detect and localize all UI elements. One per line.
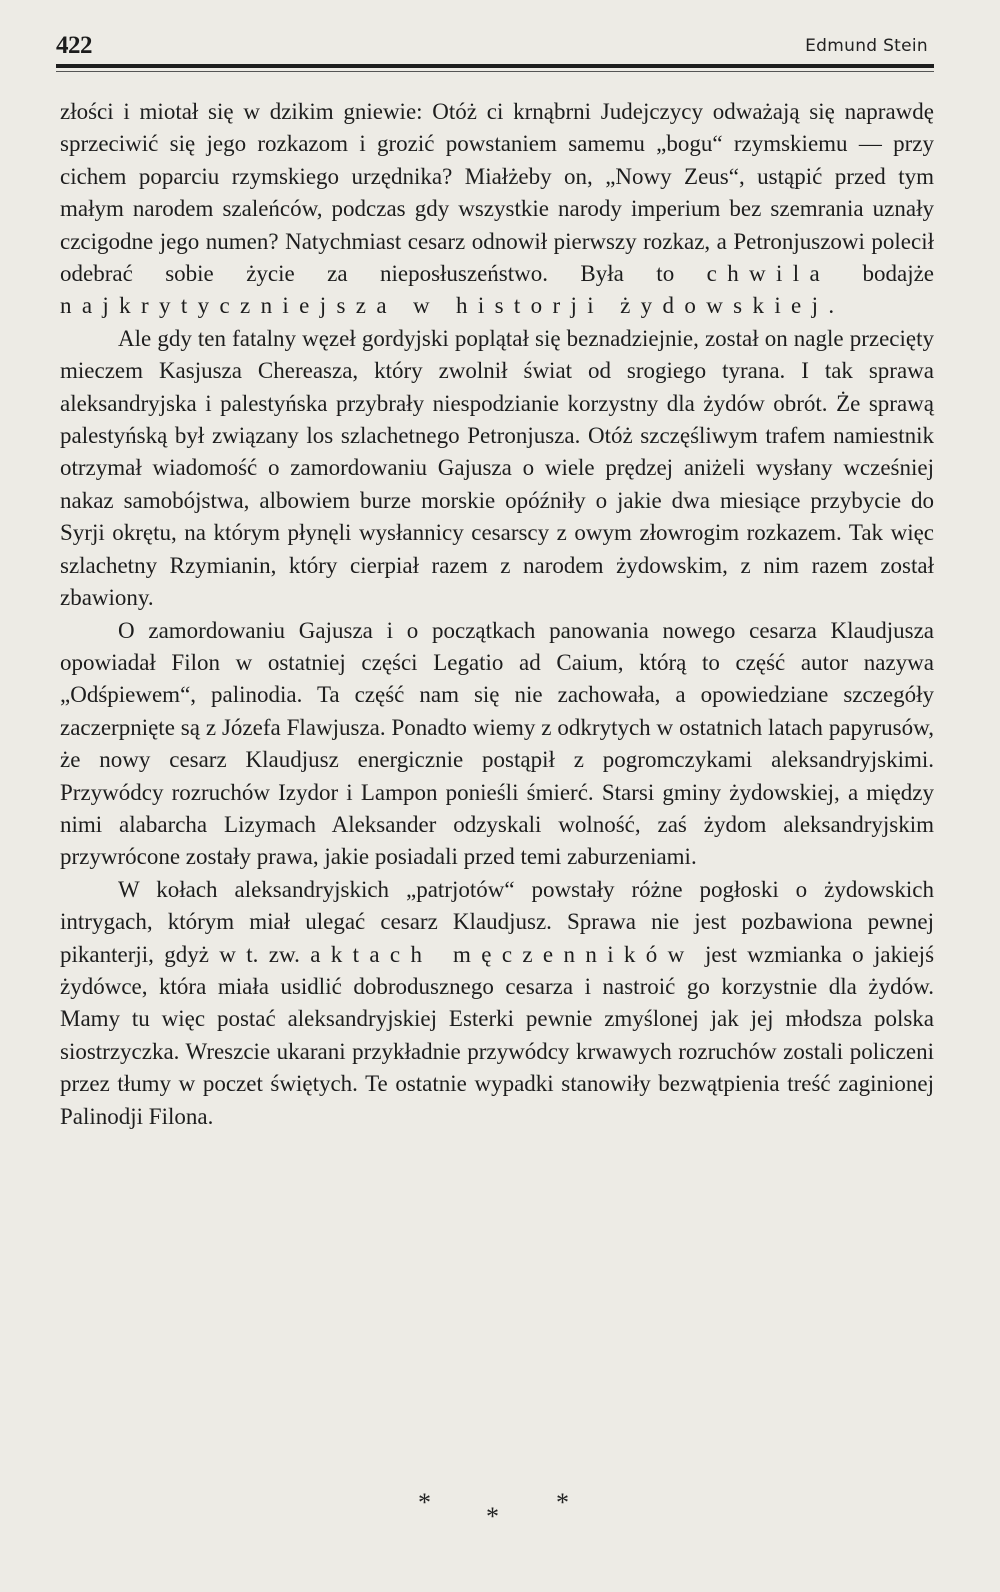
header-rule-thick — [56, 64, 934, 68]
paragraph-2: Ale gdy ten fatalny węzeł gordyjski poplątał się beznadziejnie, został on nagle przecięty mieczem Kasjusza Chereasza, który zwolnił świat od srogiego tyrana. I tak sprawa aleksandryjska i palestyńska przybrały niespodzianie korzystny dla żydów obrót. Że sprawą palestyńską był związany los szlachetnego Petronjusza. Otóż szczęśliwym trafem namiestnik otrzymał wiadomość o zamordowaniu Gajusza o wiele prędzej aniżeli wysłany wcześniej nakaz samobójstwa, albowiem burze morskie opóźniły o jakie dwa miesiące przybycie do Syrji okrętu, na którym płynęli wysłannicy cesarscy z owym złowrogim rozkazem. Tak więc szlachetny Rzymianin, który cierpiał razem z narodem żydowskim, z nim razem został zbawiony. — [60, 325, 934, 611]
paragraph-1-text-b: bodajże — [862, 261, 935, 287]
section-break-asterisks — [410, 1488, 590, 1548]
paragraph-1-text-c: . — [828, 293, 835, 319]
emphasis-aktach-meczennikow: aktach męczenników — [310, 941, 695, 967]
asterisk: * — [418, 1488, 431, 1517]
running-header — [56, 26, 932, 66]
emphasis-najkrytyczniejsza: najkrytyczniejsza w historji żydowskiej — [60, 293, 829, 319]
paragraph-1 — [60, 96, 934, 323]
emphasis-chwila: chwila — [706, 261, 831, 287]
paragraph-4 — [60, 874, 934, 1133]
paragraph-3: O zamordowaniu Gajusza i o początkach panowania nowego cesarza Klaudjusza opowiadał Filon w ostatniej części Legatio ad Caium, którą to część autor nazywa „Odśpiewem“, palinodia. Ta część nam się nie zachowała, a opowiedziane szczegóły zaczerpnięte są z Józefa Flawjusza. Ponadto wiemy z odkrytych w ostatnich latach papyrusów, że nowy cesarz Klaudjusz energicznie postąpił z pogromczykami aleksandryjskimi. Przywódcy rozruchów Izydor i Lampon ponieśli śmierć. Starsi gminy żydowskiej, a między nimi alabarcha Lizymach Aleksander odzyskali wolność, zaś żydom aleksandryjskim przywrócone zostały prawa, jakie posiadali przed temi zaburzeniami. — [60, 617, 934, 870]
paragraph-4-text-b: jest wzmianka o jakiejś żydówce, która miała usidlić dobrodusznego cesarza i nastroić go korzystnie dla żydów. Mamy tu więc postać aleksandryjskiej Esterki pewnie zmyślonej jak jej młodsza polska siostrzyczka. Wreszcie ukarani przykładnie przywódcy krwawych rozruchów zostali policzeni przez tłumy w poczet świętych. Te ostatnie wypadki stanowiły bezwątpienia treść zaginionej Palinodji Filona. — [60, 941, 935, 1129]
running-head-author: Edmund Stein — [805, 36, 928, 56]
asterisk: * — [486, 1502, 499, 1531]
asterisk: * — [556, 1488, 569, 1517]
body-text — [60, 96, 934, 1133]
page-number: 422 — [56, 32, 92, 59]
header-rule-thin — [56, 71, 934, 72]
paragraph-4-text-a: W kołach aleksandryjskich „patrjotów“ powstały różne pogłoski o żydowskich intrygach, którym miał ulegać cesarz Klaudjusz. Sprawa nie jest pozbawiona pewnej pikanterji, gdyż w t. zw. — [60, 876, 934, 967]
paragraph-1-text-a: złości i miotał się w dzikim gniewie: Otóż ci krnąbrni Judejczycy odważają się naprawdę sprzeciwić się jego rozkazom i grozić powstaniem samemu „bogu“ rzymskiemu — przy cichem poparciu rzymskiego urzędnika? Miałżeby on, „Nowy Zeus“, ustąpić przed tym małym narodem szaleńców, podczas gdy wszystkie narody imperium bez szemrania uznały czcigodne jego numen? Natychmiast cesarz odnowił pierwszy rozkaz, a Petronjuszowi polecił odebrać sobie życie za nieposłuszeństwo. Była to — [60, 99, 934, 287]
